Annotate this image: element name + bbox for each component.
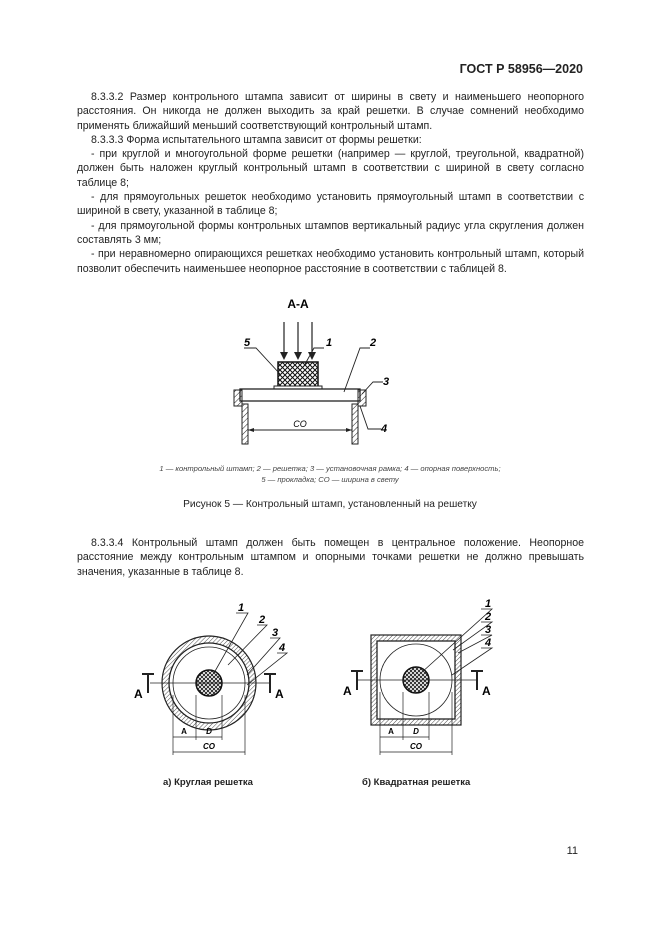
dim-co: СО <box>410 742 422 751</box>
load-arrows <box>284 322 312 356</box>
callout-4: 4 <box>279 642 286 654</box>
mounting-frame-right <box>358 390 366 406</box>
dim-a: А <box>181 727 187 736</box>
mounting-frame-left <box>234 390 242 406</box>
callout-2: 2 <box>370 337 377 349</box>
callout-3: 3 <box>383 376 390 388</box>
callout-4: 4 <box>381 423 388 435</box>
support-wall-right <box>352 404 358 444</box>
section-mark-left: А <box>134 687 143 701</box>
callout-2: 2 <box>259 614 266 626</box>
callout-1: 1 <box>485 598 492 610</box>
text-block-8-3-3 <box>77 90 584 276</box>
dim-co: СО <box>203 742 215 751</box>
paragraph: - для прямоугольных решеток необходимо установить прямоугольный штамп в соответствии с шириной в свету, указанной в таблице 8; <box>77 191 584 218</box>
callout-2: 2 <box>485 611 492 623</box>
section-label: А-А <box>287 297 309 311</box>
figure-5-caption: Рисунок 5 — Контрольный штамп, установленный на решетку <box>183 499 477 510</box>
legend-line: 5 — прокладка; СО — ширина в свету <box>261 475 399 484</box>
paragraph: - для прямоугольной формы контрольных штампов вертикальный радиус угла скругления должен составлять 3 мм; <box>77 219 584 246</box>
paragraph: 8.3.3.2 Размер контрольного штампа зависит от ширины в свету и наименьшего неопорного расстояния. Он никогда не должен выходить за край решетки. В случае сомнений необходимо применять ближайший меньший соответствующий контрольный штамп. <box>77 91 584 132</box>
figure-round-grating <box>120 595 310 775</box>
caption-square-grating: б) Квадратная решетка <box>362 777 471 788</box>
figure-5-legend <box>100 463 560 485</box>
callout-4: 4 <box>485 637 492 649</box>
paragraph: 8.3.3.4 Контрольный штамп должен быть помещен в центральное положение. Неопорное расстояние между контрольным штампом и опорными точками решетки не должно превышать значения, указанные в таблице 8. <box>77 537 584 578</box>
dim-a: А <box>388 727 394 736</box>
paragraph: - при круглой и многоугольной форме решетки (например — круглой, треугольной, квадратной) должен быть наложен круглый контрольный штамп в соответствии с шириной в свету согласно таблице 8; <box>77 148 584 189</box>
callout-5: 5 <box>244 337 251 349</box>
callout-1: 1 <box>238 602 245 614</box>
dim-d: D <box>206 727 212 736</box>
figure-square-grating <box>335 595 525 775</box>
document-header: ГОСТ Р 58956—2020 <box>459 62 583 76</box>
support-wall-left <box>242 404 248 444</box>
callout-1: 1 <box>326 337 333 349</box>
callout-3: 3 <box>485 624 492 636</box>
paragraph: 8.3.3.3 Форма испытательного штампа зависит от формы решетки: <box>91 133 422 146</box>
dimension-co: СО <box>293 419 307 429</box>
grating <box>240 389 360 401</box>
section-mark-right: А <box>275 687 284 701</box>
dim-d: D <box>413 727 419 736</box>
caption-round-grating: а) Круглая решетка <box>163 777 253 788</box>
figure-5-cross-section <box>200 290 420 455</box>
legend-line: 1 — контрольный штамп; 2 — решетка; 3 — установочная рамка; 4 — опорная поверхность; <box>159 464 501 473</box>
text-block-8-3-3-4 <box>77 536 584 579</box>
callout-3: 3 <box>272 627 279 639</box>
section-mark-left: А <box>343 684 352 698</box>
test-stamp <box>278 362 318 387</box>
paragraph: - при неравномерно опирающихся решетках необходимо установить контрольный штамп, который позволит обеспечить наименьшее неопорное расстояние в соответствии с таблицей 8. <box>77 248 584 275</box>
section-mark-right: А <box>482 684 491 698</box>
page-number: 11 <box>566 845 578 857</box>
